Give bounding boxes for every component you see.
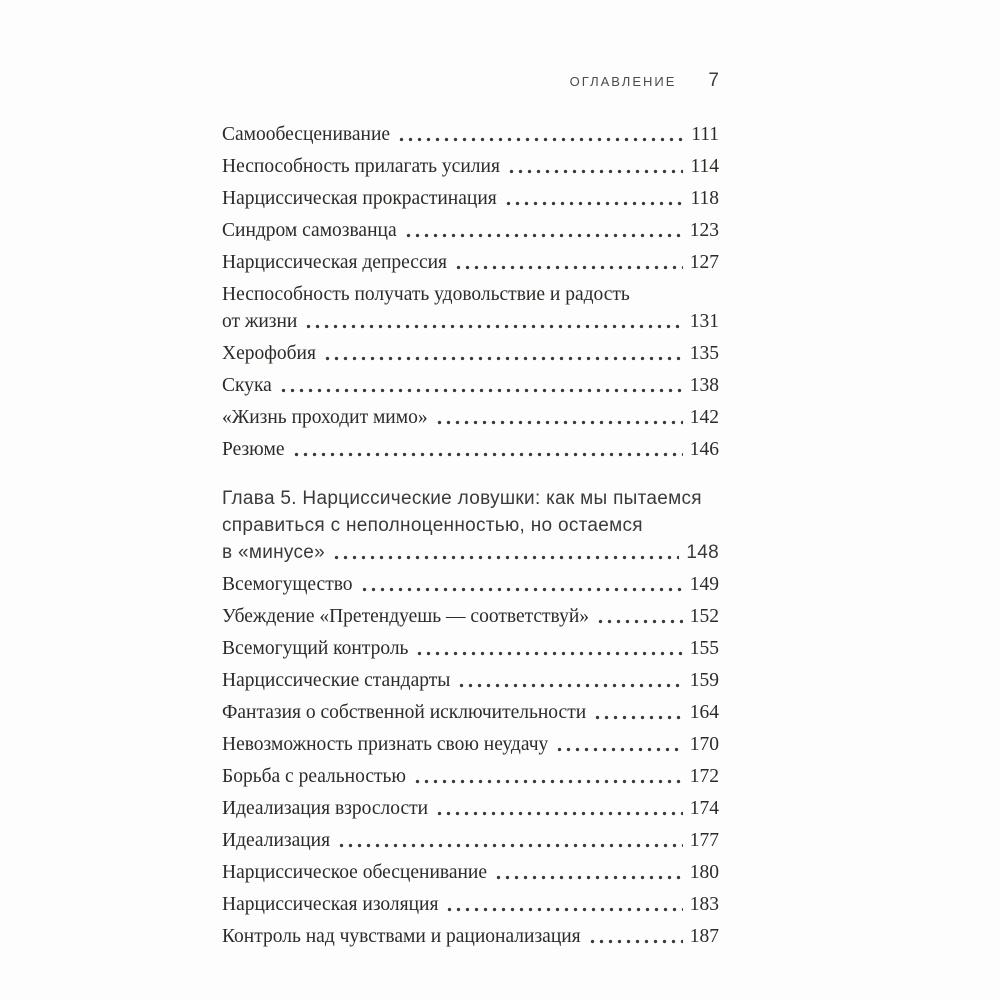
toc-entry-title: Всемогущество bbox=[222, 574, 353, 595]
toc-entry-title: Неспособность получать удовольствие и радость bbox=[222, 284, 630, 305]
toc-entry-page-number: 159 bbox=[689, 670, 719, 691]
toc-chapter-heading-line bbox=[222, 540, 719, 565]
toc-entry-title: Скука bbox=[222, 375, 272, 396]
toc-entry-title: Нарциссические стандарты bbox=[222, 670, 451, 691]
toc-list bbox=[222, 122, 719, 949]
toc-entry-title: Нарциссическое обесценивание bbox=[222, 862, 488, 883]
toc-entry bbox=[222, 572, 719, 597]
dot-leader bbox=[279, 373, 683, 398]
toc-entry bbox=[222, 604, 719, 629]
toc-entry-page-number: 138 bbox=[689, 375, 719, 396]
toc-entry-title: в «минусе» bbox=[222, 542, 326, 563]
toc-entry-page-number: 111 bbox=[691, 124, 719, 145]
toc-chapter-heading-line bbox=[222, 486, 719, 511]
toc-entry-page-number: 187 bbox=[689, 926, 719, 947]
toc-entry-page-number: 123 bbox=[689, 220, 719, 241]
toc-entry bbox=[222, 250, 719, 275]
toc-entry-page-number: 142 bbox=[689, 407, 719, 428]
toc-entry-page-number: 180 bbox=[689, 862, 719, 883]
dot-leader bbox=[304, 309, 682, 334]
toc-entry-page-number: 131 bbox=[689, 311, 719, 332]
toc-entry bbox=[222, 437, 719, 462]
toc-entry-page-number: 174 bbox=[689, 798, 719, 819]
toc-entry-title: Глава 5. Нарциссические ловушки: как мы пытаемся bbox=[222, 488, 702, 509]
running-head-title: ОГЛАВЛЕНИЕ bbox=[569, 74, 677, 89]
toc-entry-page-number: 155 bbox=[689, 638, 719, 659]
toc-entry bbox=[222, 186, 719, 211]
toc-entry bbox=[222, 764, 719, 789]
dot-leader bbox=[593, 700, 683, 725]
dot-leader bbox=[494, 860, 683, 885]
dot-leader bbox=[435, 796, 683, 821]
toc-entry bbox=[222, 341, 719, 366]
toc-entry-page-number: 127 bbox=[689, 252, 719, 273]
toc-entry-title: Нарциссическая прокрастинация bbox=[222, 188, 497, 209]
toc-entry-page-number: 114 bbox=[690, 156, 719, 177]
toc-entry bbox=[222, 309, 719, 334]
toc-entry bbox=[222, 282, 719, 307]
dot-leader bbox=[445, 892, 682, 917]
toc-entry-title: Самообесценивание bbox=[222, 124, 391, 145]
dot-leader bbox=[454, 250, 683, 275]
toc-entry-page-number: 135 bbox=[689, 343, 719, 364]
dot-leader bbox=[504, 186, 684, 211]
toc-entry-page-number: 152 bbox=[689, 606, 719, 627]
toc-entry bbox=[222, 373, 719, 398]
toc-entry-title: Борьба с реальностью bbox=[222, 766, 406, 787]
dot-leader bbox=[457, 668, 682, 693]
toc-entry bbox=[222, 122, 719, 147]
toc-entry-page-number: 177 bbox=[689, 830, 719, 851]
toc-entry-title: Идеализация bbox=[222, 830, 331, 851]
toc-entry bbox=[222, 892, 719, 917]
toc-entry-page-number: 170 bbox=[689, 734, 719, 755]
dot-leader bbox=[337, 828, 683, 853]
toc-entry-page-number: 172 bbox=[689, 766, 719, 787]
toc-entry bbox=[222, 732, 719, 757]
toc-entry-title: Контроль над чувствами и рационализация bbox=[222, 926, 581, 947]
toc-entry-page-number: 146 bbox=[689, 439, 719, 460]
dot-leader bbox=[292, 437, 683, 462]
toc-chapter-heading-line bbox=[222, 513, 719, 538]
page-header bbox=[222, 70, 719, 92]
toc-entry bbox=[222, 668, 719, 693]
toc-entry bbox=[222, 636, 719, 661]
toc-entry-title: справиться с неполноценностью, но остаемся bbox=[222, 515, 643, 536]
toc-entry bbox=[222, 700, 719, 725]
dot-leader bbox=[323, 341, 683, 366]
folio-page-number: 7 bbox=[708, 70, 719, 91]
dot-leader bbox=[413, 764, 683, 789]
toc-entry-title: Херофобия bbox=[222, 343, 316, 364]
dot-leader bbox=[360, 572, 683, 597]
toc-entry-title: Нарциссическая депрессия bbox=[222, 252, 448, 273]
toc-entry-title: Фантазия о собственной исключительности bbox=[222, 702, 587, 723]
toc-entry-title: Нарциссическая изоляция bbox=[222, 894, 439, 915]
toc-entry-title: Синдром самозванца bbox=[222, 220, 397, 241]
dot-leader bbox=[397, 122, 684, 147]
toc-entry-title: Всемогущий контроль bbox=[222, 638, 409, 659]
dot-leader bbox=[435, 405, 683, 430]
toc-entry bbox=[222, 924, 719, 949]
toc-entry bbox=[222, 796, 719, 821]
toc-entry-page-number: 183 bbox=[689, 894, 719, 915]
dot-leader bbox=[588, 924, 683, 949]
toc-entry-title: Идеализация взрослости bbox=[222, 798, 429, 819]
dot-leader bbox=[596, 604, 683, 629]
toc-entry bbox=[222, 860, 719, 885]
dot-leader bbox=[507, 154, 684, 179]
dot-leader bbox=[415, 636, 682, 661]
toc-entry bbox=[222, 828, 719, 853]
toc-entry-page-number: 148 bbox=[686, 542, 719, 563]
toc-entry bbox=[222, 154, 719, 179]
dot-leader bbox=[332, 540, 679, 565]
toc-entry-title: Невозможность признать свою неудачу bbox=[222, 734, 549, 755]
toc-entry-title: Убеждение «Претендуешь — соответствуй» bbox=[222, 606, 590, 627]
dot-leader bbox=[404, 218, 683, 243]
toc-entry-page-number: 149 bbox=[689, 574, 719, 595]
dot-leader bbox=[555, 732, 682, 757]
toc-entry-title: Неспособность прилагать усилия bbox=[222, 156, 500, 177]
toc-entry bbox=[222, 218, 719, 243]
toc-entry-page-number: 118 bbox=[690, 188, 719, 209]
toc-entry-title: от жизни bbox=[222, 311, 298, 332]
toc-entry-page-number: 164 bbox=[689, 702, 719, 723]
toc-entry bbox=[222, 405, 719, 430]
toc-entry-title: «Жизнь проходит мимо» bbox=[222, 407, 428, 428]
toc-entry-title: Резюме bbox=[222, 439, 285, 460]
